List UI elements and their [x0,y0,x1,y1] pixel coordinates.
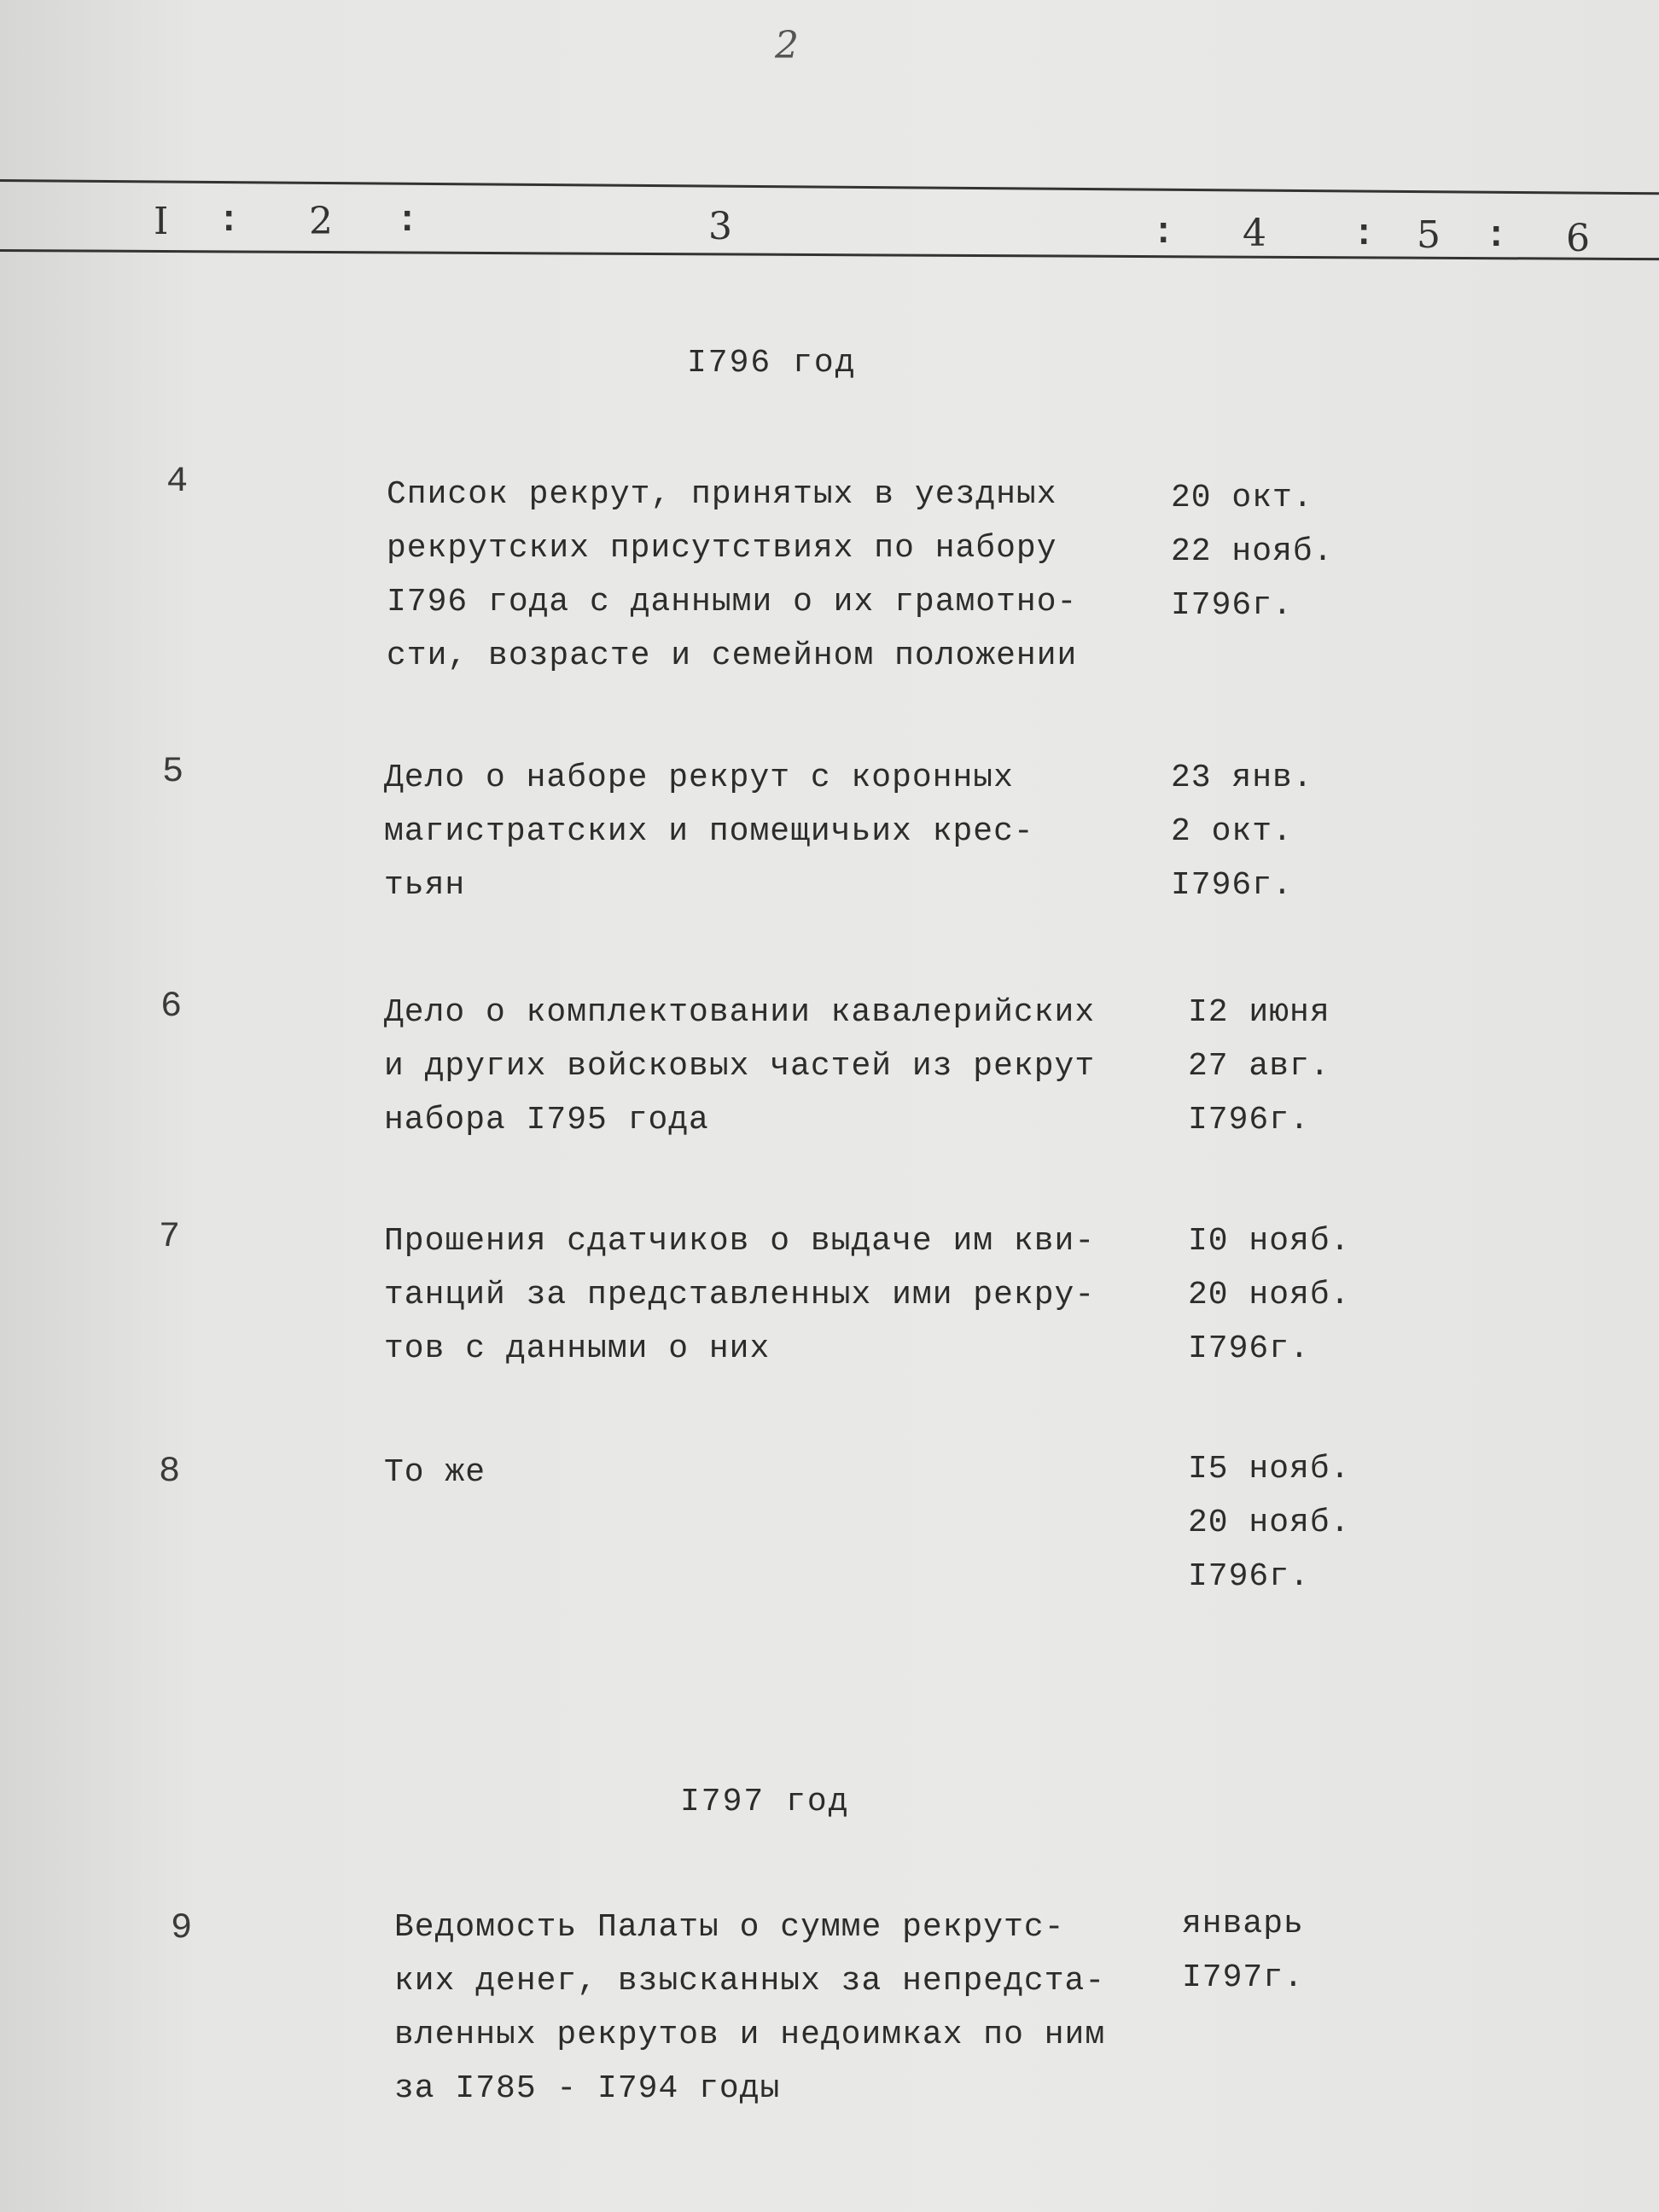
date-line: I796г. [1188,1558,1310,1595]
date-line: I5 нояб. [1188,1451,1351,1487]
description-line: Дело о наборе рекрут с коронных [384,760,1014,796]
description-line: I796 года с данными о их грамотно- [387,584,1078,620]
description-line: Дело о комплектовании кавалерийских [384,994,1096,1031]
date-line: январь [1182,1906,1304,1942]
column-separator: : [1485,215,1508,258]
entry-description [387,468,1077,683]
description-line: ких денег, взысканных за непредста- [394,1963,1106,2000]
description-line: танций за представленных ими рекру- [384,1277,1096,1313]
date-line: 27 авг. [1188,1048,1330,1085]
entry-number: 4 [166,461,189,502]
date-line: I796г. [1171,867,1293,904]
date-line: 23 янв. [1171,760,1313,796]
entry-description [384,751,1034,912]
description-line: магистратских и помещичьих крес- [384,813,1034,850]
date-line: 20 нояб. [1188,1505,1351,1541]
entry-number: 7 [159,1216,181,1257]
description-line: и других войсковых частей из рекрут [384,1048,1096,1085]
description-line: Список рекрут, принятых в уездных [387,476,1057,513]
column-header-4: 4 [1243,212,1266,255]
description-line: вленных рекрутов и недоимках по ним [394,2017,1106,2053]
entry-number: 8 [159,1451,181,1492]
description-line: сти, возрасте и семейном положении [387,637,1078,674]
column-header-1: I [154,200,169,243]
page-number: 2 [775,24,799,67]
date-line: 20 нояб. [1188,1277,1351,1313]
date-line: I797г. [1182,1959,1304,1996]
description-line: тов с данными о них [384,1330,771,1367]
description-line: Прошения сдатчиков о выдаче им кви- [384,1223,1096,1260]
year-heading: I797 год [680,1784,850,1820]
header-top-rule [0,179,1659,195]
column-header-3: 3 [708,205,732,248]
column-header-2: 2 [309,200,333,243]
date-line: 20 окт. [1171,480,1313,516]
date-line: I796г. [1188,1102,1310,1138]
year-heading: I796 год [687,345,857,381]
column-separator: : [396,200,419,242]
entry-date [1188,1214,1350,1376]
entry-number: 6 [160,986,183,1027]
entry-description [384,1446,486,1499]
column-header-6: 6 [1566,217,1590,260]
description-line: за I785 - I794 годы [394,2070,781,2107]
date-line: 22 нояб. [1171,533,1334,570]
date-line: I796г. [1171,587,1293,624]
entry-date [1188,986,1330,1147]
column-separator: : [218,200,241,242]
entry-date [1188,1442,1350,1604]
entry-description [384,1214,1095,1376]
entry-description [394,1901,1105,2116]
column-separator: : [1353,213,1376,256]
entry-number: 5 [162,751,184,792]
entry-date [1182,1897,1304,2005]
date-line: I796г. [1188,1330,1310,1367]
description-line: Ведомость Палаты о сумме рекрутс- [394,1909,1065,1946]
date-line: 2 окт. [1171,813,1293,850]
description-line: То же [384,1454,486,1491]
description-line: тьян [384,867,466,904]
column-header-5: 5 [1417,213,1441,257]
entry-number: 9 [171,1907,193,1948]
entry-description [384,986,1095,1147]
entry-date [1171,751,1313,912]
entry-date [1171,471,1333,632]
column-header [0,200,1659,260]
column-separator: : [1152,212,1175,254]
description-line: набора I795 года [384,1102,709,1138]
date-line: I0 нояб. [1188,1223,1351,1260]
description-line: рекрутских присутствиях по набору [387,530,1057,567]
date-line: I2 июня [1188,994,1330,1031]
